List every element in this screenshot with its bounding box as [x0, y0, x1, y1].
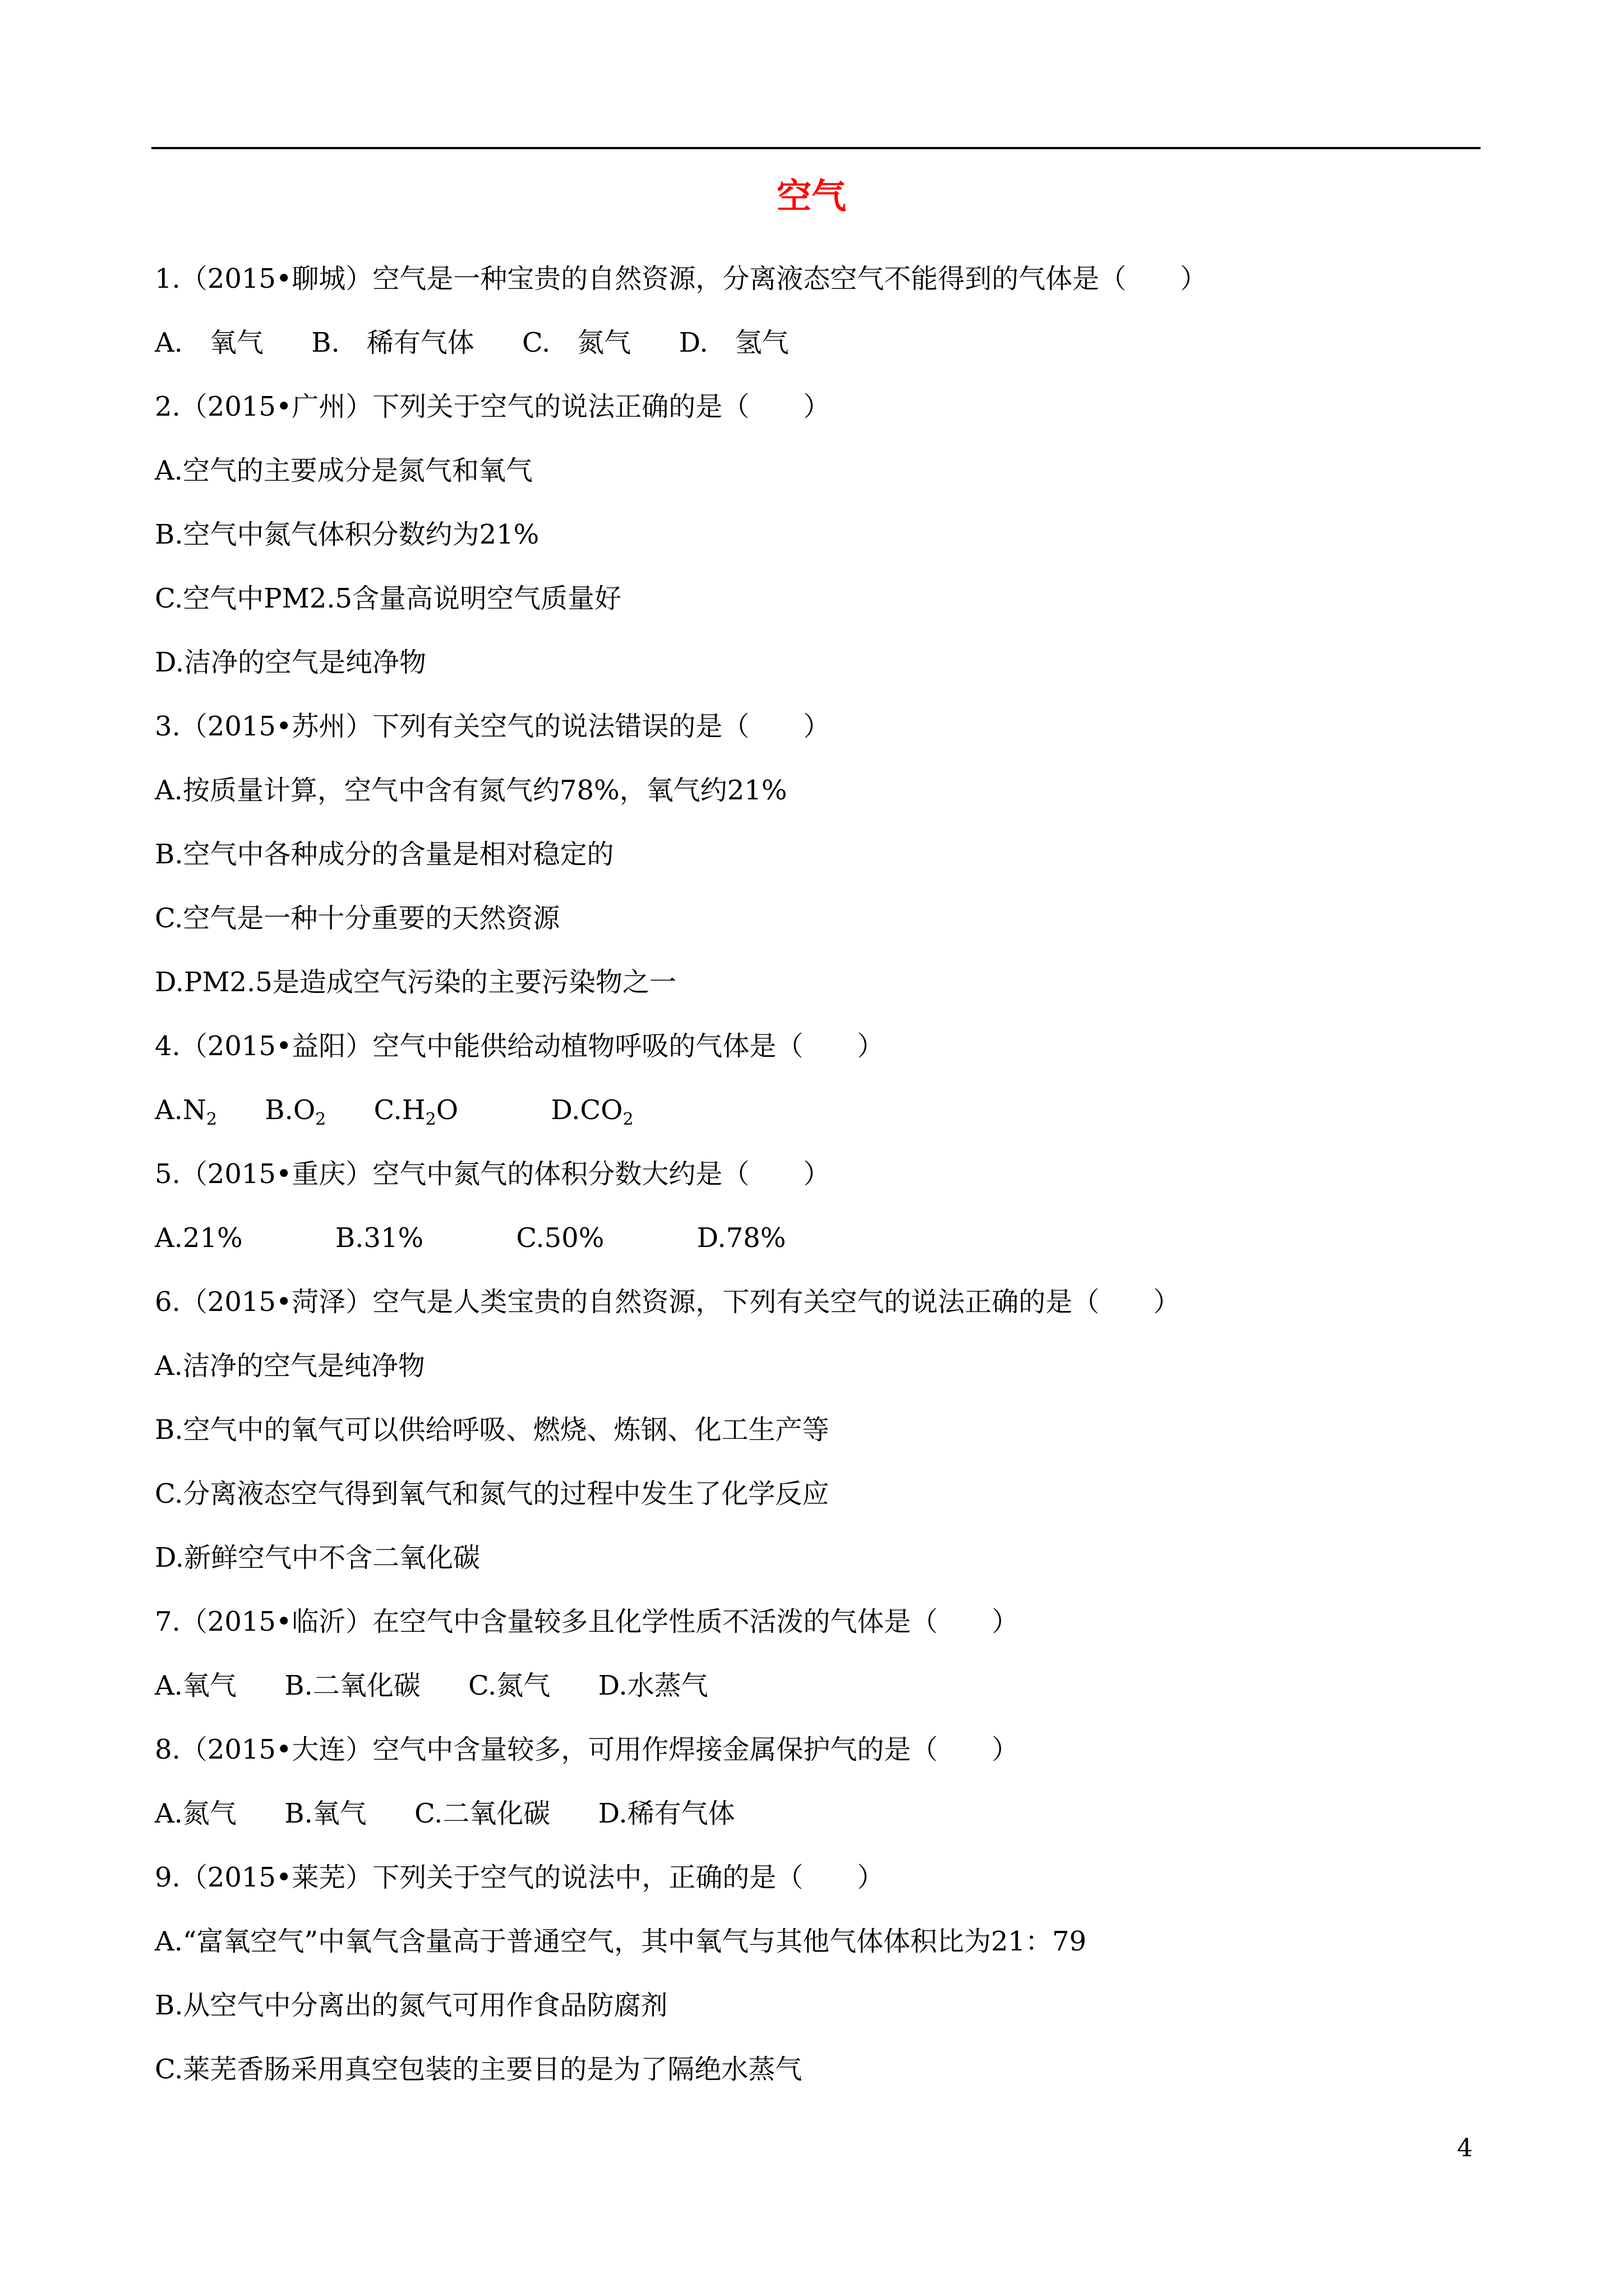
question-1-options [155, 311, 1445, 375]
question-4-option-a [155, 1078, 217, 1142]
question-2-option-a: A.空气的主要成分是氮气和氧气 [155, 455, 533, 486]
question-list [155, 247, 1445, 2101]
question-8-stem: 8.（2015•大连）空气中含量较多，可用作焊接金属保护气的是（ ） [155, 1734, 1019, 1765]
question-7-option-b: B.二氧化碳 [284, 1670, 421, 1701]
question-5-stem: 5.（2015•重庆）空气中氮气的体积分数大约是（ ） [155, 1158, 831, 1190]
question-1-option-b: B. 稀有气体 [311, 327, 474, 358]
question-8-option-b: B.氧气 [284, 1798, 367, 1829]
question-4-option-b [265, 1078, 326, 1142]
question-9-option-c: C.莱芜香肠采用真空包装的主要目的是为了隔绝水蒸气 [155, 2054, 803, 2085]
question-8-option-c: C.二氧化碳 [414, 1798, 551, 1829]
question-6-option-c: C.分离液态空气得到氧气和氮气的过程中发生了化学反应 [155, 1478, 829, 1510]
question-9-option-a: A.“富氧空气”中氧气含量高于普通空气，其中氧气与其他气体体积比为21：79 [155, 1926, 1087, 1957]
page-number: 4 [1457, 2134, 1473, 2162]
question-1-stem: 1.（2015•聊城）空气是一种宝贵的自然资源，分离液态空气不能得到的气体是（ ） [155, 263, 1207, 295]
question-4-option-b-subscript: 2 [315, 1110, 326, 1129]
page-title: 空气 [776, 176, 846, 217]
question-4-option-d [551, 1078, 633, 1142]
question-4-option-d-subscript: 2 [623, 1110, 634, 1129]
question-2-option-d: D.洁净的空气是纯净物 [155, 647, 427, 678]
question-4-option-c-text: C.H [374, 1094, 426, 1126]
question-4-option-c [374, 1078, 459, 1142]
question-4-option-a-subscript: 2 [206, 1110, 218, 1129]
question-3-stem: 3.（2015•苏州）下列有关空气的说法错误的是（ ） [155, 711, 831, 742]
question-1-option-c: C. 氮气 [522, 327, 631, 358]
question-2-option-b: B.空气中氮气体积分数约为21% [155, 519, 540, 550]
question-2-stem: 2.（2015•广州）下列关于空气的说法正确的是（ ） [155, 391, 831, 422]
question-3-option-c: C.空气是一种十分重要的天然资源 [155, 903, 560, 934]
question-6-option-b: B.空气中的氧气可以供给呼吸、燃烧、炼钢、化工生产等 [155, 1414, 829, 1446]
question-4-option-a-text: A.N [155, 1094, 206, 1126]
question-1-option-d: D. 氢气 [679, 327, 789, 358]
question-8-options [155, 1782, 1445, 1846]
question-4-options [155, 1078, 1445, 1142]
question-5-option-a: A.21% [155, 1222, 243, 1254]
question-9-option-b: B.从空气中分离出的氮气可用作食品防腐剂 [155, 1990, 668, 2021]
question-3-option-b: B.空气中各种成分的含量是相对稳定的 [155, 839, 614, 870]
question-7-option-d: D.水蒸气 [598, 1670, 708, 1701]
question-7-option-a: A.氧气 [155, 1670, 237, 1701]
question-4-option-c-suffix: O [436, 1094, 459, 1126]
question-1-option-a: A. 氧气 [155, 327, 264, 358]
question-8-option-a: A.氮气 [155, 1798, 237, 1829]
question-9-stem: 9.（2015•莱芜）下列关于空气的说法中，正确的是（ ） [155, 1862, 884, 1893]
header-rule [151, 147, 1481, 149]
question-6-option-d: D.新鲜空气中不含二氧化碳 [155, 1542, 481, 1573]
question-3-option-a: A.按质量计算，空气中含有氮气约78%，氧气约21% [155, 775, 787, 806]
question-5-options [155, 1206, 1445, 1270]
question-3-option-d: D.PM2.5是造成空气污染的主要污染物之一 [155, 967, 676, 998]
question-6-stem: 6.（2015•菏泽）空气是人类宝贵的自然资源，下列有关空气的说法正确的是（ ） [155, 1286, 1181, 1318]
question-7-options [155, 1654, 1445, 1718]
question-4-option-c-subscript: 2 [425, 1110, 436, 1129]
question-5-option-d: D.78% [697, 1222, 786, 1254]
question-5-option-c: C.50% [516, 1222, 605, 1254]
question-8-option-d: D.稀有气体 [598, 1798, 735, 1829]
question-6-option-a: A.洁净的空气是纯净物 [155, 1350, 425, 1382]
question-4-option-d-text: D.CO [551, 1094, 623, 1126]
question-2-option-c: C.空气中PM2.5含量高说明空气质量好 [155, 583, 622, 614]
question-7-stem: 7.（2015•临沂）在空气中含量较多且化学性质不活泼的气体是（ ） [155, 1606, 1019, 1637]
question-5-option-b: B.31% [335, 1222, 424, 1254]
question-4-option-b-text: B.O [265, 1094, 316, 1126]
question-4-stem: 4.（2015•益阳）空气中能供给动植物呼吸的气体是（ ） [155, 1030, 884, 1062]
question-7-option-c: C.氮气 [468, 1670, 551, 1701]
